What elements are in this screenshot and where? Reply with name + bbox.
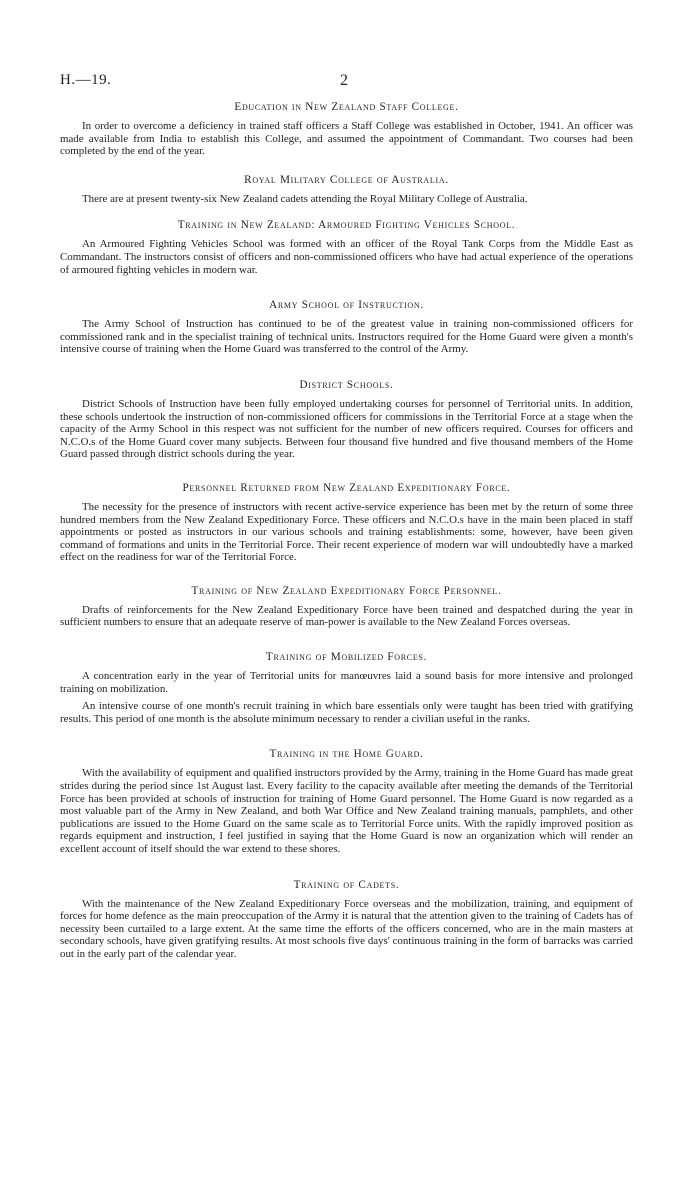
section-staff-college xyxy=(60,100,633,158)
section-mobilized-forces xyxy=(60,650,633,725)
paragraph: The Army School of Instruction has continued to be of the greatest value in training non-commissioned officers for commissioned rank and in the specialist training of technical units. Instructors required for the Home Guard were given a month's intensive course of training when the Home Guard was transferred to the control of the Army. xyxy=(60,318,633,356)
paragraph: A concentration early in the year of Territorial units for manœuvres laid a sound basis for more intensive and prolonged training on mobilization. xyxy=(60,670,633,695)
paragraph: With the maintenance of the New Zealand Expeditionary Force overseas and the mobilization, training, and equipment of forces for home defence as the main preoccupation of the Army it is natural that the attention given to the training of Cadets has of necessity been curtailed to a large extent. At the same time the efforts of the officers concerned, who are in the main masters at secondary schools, have given gratifying results. At most schools five days' continuous training in the form of barracks was carried out in the early part of the calendar year. xyxy=(60,897,633,960)
section-personnel-returned xyxy=(60,481,633,564)
section-district-schools xyxy=(60,378,633,461)
section-royal-military-college xyxy=(60,173,633,206)
section-armoured-vehicles-school xyxy=(60,218,633,276)
page-reference: H.—19. xyxy=(60,72,112,88)
section-heading: Education in New Zealand Staff College. xyxy=(234,101,459,113)
document-body xyxy=(60,100,633,961)
paragraph: In order to overcome a deficiency in trained staff officers a Staff College was established in October, 1941. An officer was made available from India to establish this College, and assumed the appointment of Commandant. Two courses had been completed by the end of the year. xyxy=(60,120,633,158)
section-home-guard xyxy=(60,747,633,855)
paragraph: An intensive course of one month's recruit training in which bare essentials only were taught has been tried with gratifying results. This period of one month is the absolute minimum necessary to render a civilian useful in the ranks. xyxy=(60,700,633,725)
section-heading: Training of Cadets. xyxy=(293,878,400,891)
section-cadets xyxy=(60,878,633,961)
paragraph: An Armoured Fighting Vehicles School was formed with an officer of the Royal Tank Corps from the Middle East as Commandant. The instructors consist of officers and non-commissioned officers who have had actual experience of the operations of armoured fighting vehicles in modern war. xyxy=(60,238,633,276)
paragraph: District Schools of Instruction have been fully employed undertaking courses for personnel of Territorial units. In addition, these schools undertook the instruction of non-commissioned officers for commissions in the Territorial Force at a stage when the capacity of the Army School in this respect was not sufficient for the number of new officers required. Courses for officers and N.C.O.s of the Home Guard cover many subjects. Between four thousand five hundred and five thousand members of the Home Guard passed through district schools during the year. xyxy=(60,397,633,461)
page-number: 2 xyxy=(340,72,348,89)
section-heading: Training in New Zealand: Armoured Fighting Vehicles School. xyxy=(177,219,516,232)
section-expeditionary-training xyxy=(60,584,633,629)
page-header xyxy=(60,72,640,92)
paragraph: The necessity for the presence of instructors with recent active-service experience has been met by the return of some three hundred members from the New Zealand Expeditionary Force. These officers and N.C.O.s have in the main been placed in staff appointments or posted as instructors in our various schools and training establishments: some, however, have been given command of formations and units in the Territorial Force. Their recent experience of modern war will undoubtedly have a marked effect on the readiness for war of the Territorial Force. xyxy=(60,500,633,564)
paragraph: Drafts of reinforcements for the New Zealand Expeditionary Force have been trained and despatched during the year in sufficient numbers to ensure that an adequate reserve of man-power is available to the New Zealand Forces overseas. xyxy=(60,603,633,629)
paragraph: With the availability of equipment and qualified instructors provided by the Army, training in the Home Guard has made great strides during the period since 1st August last. Every facility to the capacity available after meeting the demands of the Territorial Force has been provided at schools of instruction for training of Home Guard personnel. The Home Guard is now regarded as a most valuable part of the Army in New Zealand, and both War Office and New Zealand training manuals, pamphlets, and other publications are issued to the Home Guard on the same scale as to Territorial Force units. With the rapidly improved position as regards equipment and instruction, I feel justified in saying that the Home Guard is now an organization which will render an excellent account of itself should the war extend to these shores. xyxy=(60,767,633,855)
section-heading: Training of Mobilized Forces. xyxy=(265,651,428,664)
section-army-school xyxy=(60,298,633,356)
section-heading: District Schools. xyxy=(299,378,394,391)
section-heading: Training in the Home Guard. xyxy=(269,748,424,761)
section-heading: Training of New Zealand Expeditionary Force Personnel. xyxy=(191,584,502,597)
section-heading: Personnel Returned from New Zealand Expeditionary Force. xyxy=(182,481,511,494)
paragraph: There are at present twenty-six New Zealand cadets attending the Royal Military College of Australia. xyxy=(82,192,528,205)
section-heading: Army School of Instruction. xyxy=(269,299,424,312)
section-heading: Royal Military College of Australia. xyxy=(244,173,449,186)
